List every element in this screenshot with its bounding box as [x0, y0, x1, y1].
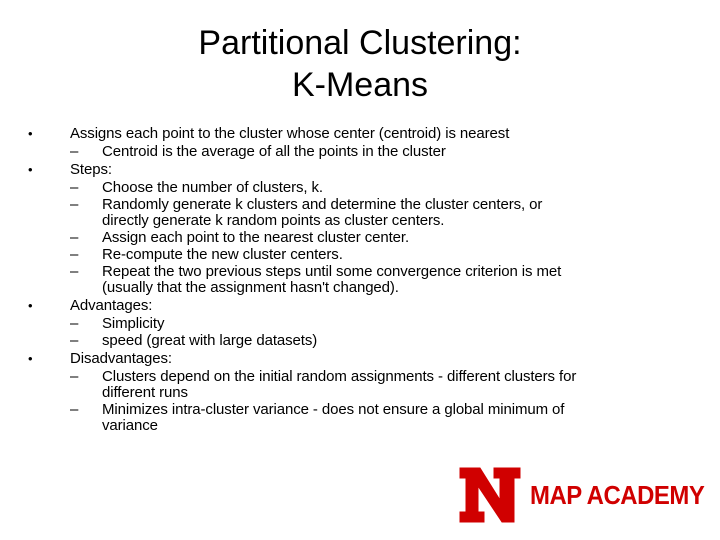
sub-bullet-item — [28, 229, 700, 246]
title-line-1: Partitional Clustering: — [198, 24, 522, 62]
sub-bullet-text: Simplicity — [102, 315, 165, 332]
sub-bullet-item — [28, 179, 700, 196]
dash-icon: – — [70, 368, 79, 385]
sub-bullet-text: Choose the number of clusters, k. — [102, 179, 323, 196]
sub-bullet-item — [28, 315, 700, 332]
bullet-text: Steps: — [70, 161, 112, 178]
nebraska-n-icon — [458, 462, 522, 526]
dash-icon: – — [70, 143, 79, 160]
dash-icon: – — [70, 401, 79, 418]
bullet-text: Assigns each point to the cluster whose center (centroid) is nearest — [70, 125, 510, 142]
map-academy-logo — [458, 462, 705, 526]
sub-bullet-continuation: directly generate k random points as cluster centers. — [102, 212, 445, 229]
bullet-text: Advantages: — [70, 297, 153, 314]
bullet-icon: • — [28, 126, 33, 141]
sub-bullet-item — [28, 401, 700, 434]
sub-bullet-text: speed (great with large datasets) — [102, 332, 318, 349]
sub-bullet-text: Assign each point to the nearest cluster center. — [102, 229, 410, 246]
dash-icon: – — [70, 196, 79, 213]
sub-bullet-continuation: different runs — [102, 384, 188, 401]
dash-icon: – — [70, 229, 79, 246]
dash-icon: – — [70, 179, 79, 196]
sub-bullet-text: Minimizes intra-cluster variance - does not ensure a global minimum of — [102, 401, 565, 418]
sub-bullet-item — [28, 263, 700, 296]
bullet-icon: • — [28, 162, 33, 177]
dash-icon: – — [70, 246, 79, 263]
sub-bullet-continuation: (usually that the assignment hasn't changed). — [102, 279, 399, 296]
dash-icon: – — [70, 332, 79, 349]
bullet-item — [28, 160, 700, 179]
sub-bullet-text: Centroid is the average of all the points in the cluster — [102, 143, 446, 160]
sub-bullet-text: Re-compute the new cluster centers. — [102, 246, 343, 263]
bullet-item — [28, 296, 700, 315]
sub-bullet-item — [28, 143, 700, 160]
sub-bullet-item — [28, 332, 700, 349]
sub-bullet-item — [28, 368, 700, 401]
sub-bullet-item — [28, 196, 700, 229]
bullet-list — [28, 124, 700, 434]
bullet-item — [28, 124, 700, 143]
bullet-text: Disadvantages: — [70, 350, 172, 367]
slide-title — [0, 22, 720, 106]
sub-bullet-text: Randomly generate k clusters and determine the cluster centers, or — [102, 196, 543, 213]
sub-bullet-item — [28, 246, 700, 263]
bullet-icon: • — [28, 351, 33, 366]
logo-text: MAP ACADEMY — [530, 480, 705, 510]
sub-bullet-text: Repeat the two previous steps until some convergence criterion is met — [102, 263, 562, 280]
sub-bullet-text: Clusters depend on the initial random assignments - different clusters for — [102, 368, 577, 385]
bullet-item — [28, 349, 700, 368]
title-line-2: K-Means — [291, 66, 429, 104]
bullet-icon: • — [28, 298, 33, 313]
dash-icon: – — [70, 315, 79, 332]
sub-bullet-continuation: variance — [102, 417, 158, 434]
dash-icon: – — [70, 263, 79, 280]
